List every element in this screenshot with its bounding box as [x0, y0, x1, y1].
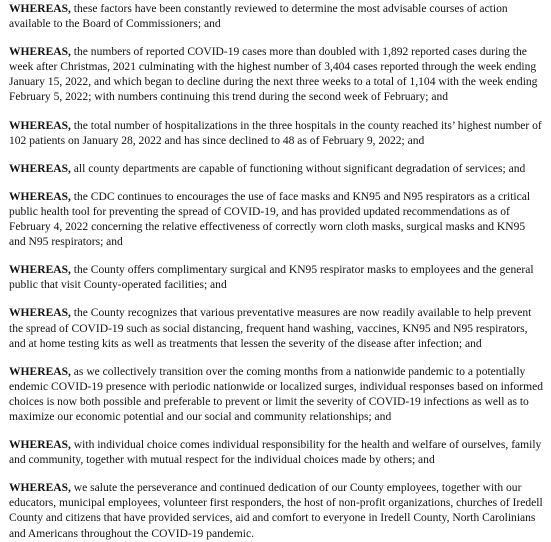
whereas-clause-5 [9, 190, 543, 250]
clause-keyword: WHEREAS, [9, 3, 71, 15]
clause-keyword: WHEREAS, [9, 307, 71, 320]
clause-text: the County recognizes that various preventative measures are now readily available to help prevent the spread of COVID-19 such as social distancing, frequent hand washing, vaccines, KN95 and N95 respirators, and at home testing kits as well as treatments that lessen the severity of the disease after infection; and [9, 307, 532, 350]
whereas-clause-10 [9, 481, 543, 541]
clause-keyword: WHEREAS, [9, 190, 71, 203]
clause-keyword: WHEREAS, [9, 482, 71, 495]
clause-keyword: WHEREAS, [9, 365, 71, 378]
clause-text: the total number of hospitalizations in the three hospitals in the county reached its’ highest number of 102 patients on January 28, 2022 and has since declined to 48 as of February 9, 2022; and [9, 119, 542, 147]
whereas-clause-1 [9, 2, 543, 32]
whereas-clause-2 [9, 45, 543, 105]
whereas-clause-4 [9, 162, 543, 177]
whereas-clause-3 [9, 119, 543, 149]
clause-text: these factors have been constantly reviewed to determine the most advisable courses of action available to the Board of Commissioners; and [9, 3, 508, 31]
clause-text: the numbers of reported COVID-19 cases more than doubled with 1,892 reported cases during the week after Christmas, 2021 culminating with the highest number of 3,404 cases reported through the week ending January 15, 2022, and which began to decline during the next three weeks to a total of 1,104 with the week ending February 5, 2022; with numbers continuing this trend during the second week of February; and [9, 46, 538, 104]
clause-text: as we collectively transition over the coming months from a nationwide pandemic to a potentially endemic COVID-19 presence with periodic nationwide or localized surges, individual responses based on informed choices is now both possible and preferable to prevent or limit the severity of COVID-19 infections as well as to maximize our economic potential and our social and community relationships; and [9, 365, 544, 423]
clause-text: the CDC continues to encourages the use of face masks and KN95 and N95 respirators as a critical public health tool for preventing the spread of COVID-19, and has provided updated recommendations as of February 4, 2022 concerning the relative effectiveness of correctly worn cloth masks, surgical masks and KN95 and N95 respirators; and [9, 190, 531, 249]
whereas-clause-9 [9, 438, 543, 468]
clause-text: the County offers complimentary surgical and KN95 respirator masks to employees and the general public that visit County-operated facilities; and [9, 264, 534, 292]
clause-text: all county departments are capable of functioning without significant degradation of services; and [70, 162, 526, 175]
clause-keyword: WHEREAS, [9, 264, 71, 277]
whereas-clause-6 [9, 263, 543, 293]
whereas-clause-8 [9, 365, 543, 425]
whereas-clause-7 [9, 306, 543, 351]
clause-text: we salute the perseverance and continued dedication of our County employees, together with our educators, municipal employees, volunteer first responders, the host of non-profit organizations, churches of Iredell County and citizens that have provided services, aid and comfort to everyone in Iredell County, North Carolinians and Americans throughout the COVID-19 pandemic. [9, 482, 543, 540]
clause-text: with individual choice comes individual responsibility for the health and welfare of ourselves, family and community, together with mutual respect for the individual choices made by others; and [9, 439, 542, 467]
clause-keyword: WHEREAS, [9, 162, 71, 175]
clause-keyword: WHEREAS, [9, 119, 71, 132]
clause-keyword: WHEREAS, [9, 439, 71, 452]
clause-keyword: WHEREAS, [9, 46, 71, 59]
